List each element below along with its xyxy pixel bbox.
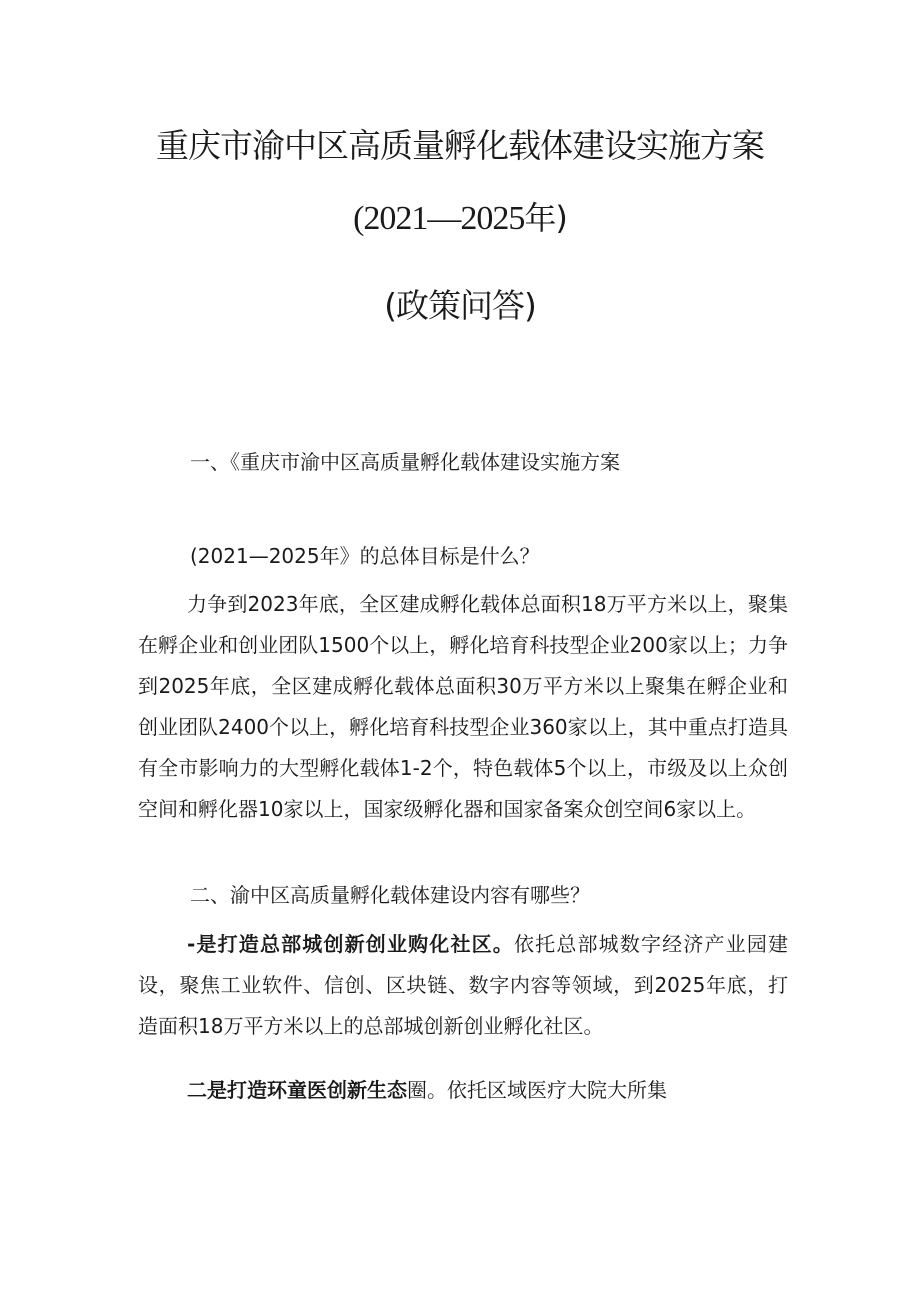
section2-item1-text: 依托总部城数字经济产业园建设，聚焦工业软件、信创、区块链、数字内容等领域，到2025年底，打造面积18万平方米以上的总部城创新创业孵化社区。: [138, 932, 788, 1038]
section2-item1-lead: -是打造总部城创新创业购化社区。: [187, 932, 514, 956]
subtitle-year-suffix: 年): [524, 199, 567, 237]
section2-item2: [138, 1070, 788, 1111]
section2-item2-text: 圈。依托区域医疗大院大所集: [407, 1078, 667, 1102]
section2-item2-lead: 二是打造环童医创新生态: [187, 1078, 407, 1102]
document-subtitle-years: [0, 196, 920, 241]
section1-answer: 力争到2023年底，全区建成孵化载体总面积18万平方米以上，聚集在孵企业和创业团队1500个以上，孵化培育科技型企业200家以上；力争到2025年底，全区建成孵化载体总面积30万平方米以上聚集在孵企业和创业团队2400个以上，孵化培育科技型企业360家以上，其中重点打造具有全市影响力的大型孵化载体1-2个，特色载体5个以上，市级及以上众创空间和孵化器10家以上，国家级孵化器和国家备案众创空间6家以上。: [138, 592, 788, 821]
section1-heading-line1: 一、《重庆市渝中区高质量孵化载体建设实施方案: [190, 450, 620, 474]
section2-heading: 二、渝中区高质量孵化载体建设内容有哪些？: [190, 883, 590, 907]
document-title: 重庆市渝中区高质量孵化载体建设实施方案: [156, 126, 764, 165]
section1-heading-line2: (2021—2025年》的总体目标是什么？: [190, 544, 540, 568]
document-subtitle-policy-qa: (政策问答): [384, 286, 536, 325]
section2-item1: [138, 924, 788, 1047]
subtitle-years: (2021—2025: [353, 200, 525, 237]
